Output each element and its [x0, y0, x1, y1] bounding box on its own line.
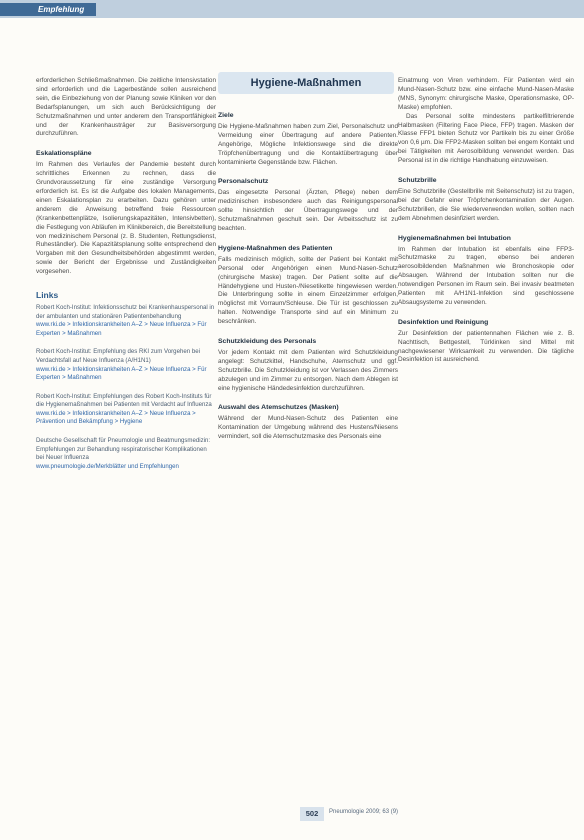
journal-citation: Pneumologie 2009; 63 (9)	[329, 809, 399, 815]
paragraph: Zur Desinfektion der patientennahen Flächen wie z. B. Nachttisch, Bettgestell, Türklinken sind Mittel mit nachgewiesener Wirksamkeit zu verwenden. Die tägliche Desinfektion ist ausreichend.	[398, 329, 574, 364]
section-tag: Empfehlung	[0, 3, 96, 16]
subheading-respiratory-masks: Auswahl des Atemschutzes (Masken)	[218, 404, 339, 412]
paragraph: Im Rahmen der Intubation ist ebenfalls eine FFP3-Schutzmaske zu tragen, ebenso bei anderen aerosolbildenden Maßnahmen wie Bronchoskopie oder Absaugen. Während der Intubation sollten nur die notwendigen Personen im Raum sein. Bei invasiv beatmeten Patienten mit A/H1N1-Infektion sind geschlossene Absaugsysteme zu verwenden.	[398, 245, 574, 306]
paragraph: Einatmung von Viren verhindern. Für Patienten wird ein Mund-Nasen-Schutz bzw. eine einfache Mund-Nasen-Maske (MNS, Synonym: chirurgische Maske, Operationsmaske, OP-Maske) empfohlen.	[398, 77, 574, 111]
link-entry	[36, 304, 216, 338]
paragraph: Vor jedem Kontakt mit dem Patienten wird Schutzkleidung angelegt: Schutzkittel, Handschuhe, Atemschutz und ggf. Schutzbrille. Die Schutzkleidung ist vor Verlassen des Zimmers abzulegen und im Zimmer zu entsorgen. Nach dem Ablegen ist eine hygienische Händedesinfektion durchzuführen.	[218, 348, 398, 392]
subheading-staff-protection: Personalschutz	[218, 178, 269, 186]
link-url[interactable]: www.rki.de > Infektionskrankheiten A–Z > Neue Influenza > Für Experten > Maßnahmen	[36, 365, 207, 382]
column-left	[36, 77, 216, 481]
column-right	[398, 77, 574, 365]
subheading-intubation: Hygienemaßnahmen bei Intubation	[398, 234, 511, 242]
section-header-bar	[0, 0, 584, 18]
paragraph: erforderlichen Schließmaßnahmen. Die zeitliche Intensivstation sind erforderlich und die Lagerbestände sollen ausreichend sein, die Einbeziehung von der Planung sowie Kliniken vor den Bedarfsplanungen, um sich auch Berücksichtigung der Schutzmaßnahmen und unter anderem den Transportfähigkeit und der Krankenhausträger zur Basisversorgung durchzuführen.	[36, 77, 216, 138]
article-title: Hygiene-Maßnahmen	[250, 77, 362, 89]
subheading-goggles: Schutzbrille	[398, 177, 437, 185]
link-description: Deutsche Gesellschaft für Pneumologie und Beatmungsmedizin: Empfehlungen zur Behandlung respiratorischer Komplikationen bei Neuer Influenza	[36, 437, 211, 462]
paragraph: Das eingesetzte Personal (Ärzten, Pflege) neben dem medizinischen insbesondere auch das Reinigungspersonal sollte hinsichtlich der Übertragungswege und der Schutzmaßnahmen geschult sein. Der Arbeitsschutz ist zu beachten.	[218, 189, 398, 232]
subheading-protective-clothing: Schutzkleidung des Personals	[218, 338, 317, 346]
link-url[interactable]: www.pneumologie.de/Merkblätter und Empfehlungen	[36, 462, 179, 470]
link-description: Robert Koch-Institut: Empfehlungen des Robert Koch-Instituts für die Hygienemaßnahmen bei Patienten mit Verdacht auf Influenza	[36, 392, 212, 409]
link-url[interactable]: www.rki.de > Infektionskrankheiten A–Z > Neue Influenza > Prävention und Bekämpfung > Hygiene	[36, 409, 196, 426]
link-url[interactable]: www.rki.de > Infektionskrankheiten A–Z > Neue Influenza > Für Experten > Maßnahmen	[36, 321, 207, 337]
column-middle	[218, 112, 398, 442]
paragraph: Im Rahmen des Verlaufes der Pandemie besteht durch schrittliches Erkennen zu rechnen, dass die Grundvoraussetzung für eine zuständige Versorgung erforderlich ist. Es ist die Aufgabe des lokalen Managements, einen Eskalationsplan zu erarbeiten. Dazu gehören unter anderem die Anweisung betreffend freie Ressourcen (Krankenbettenplätze, Isolierungskapazitäten, Intensivbetten), die Festlegung von Abläufen im Klinikbereich, die Bereitstellung von medizinischem Personal (z. B. Studenten, Rettungsdienst, Ruheständler). Die Kapazitätsplanung sollte entsprechend den Vorgaben mit den Gesundheitsbehörden abgestimmt werden, sowie der Bericht der Ergebnisse und Zuständigkeiten vorgesehen.	[36, 161, 216, 276]
paragraph: Falls medizinisch möglich, sollte der Patient bei Kontakt mit Personal oder Angehörigen einen Mund-Nasen-Schutz (chirurgische Maske) tragen. Der Patient sollte auf die Händehygiene und Husten-/Niesetikette hingewiesen werden. Die Unterbringung sollte in einem Einzelzimmer erfolgen, möglichst mit Vorraum/Schleuse. Die Tür ist geschlossen zu halten. Notwendige Transporte sind auf ein Minimum zu beschränken.	[218, 255, 398, 326]
link-description: Robert Koch-Institut: Empfehlung des RKI zum Vorgehen bei Verdachtsfall auf Neue Influenza (A/H1N1)	[36, 348, 200, 364]
article-heading-box	[218, 72, 394, 94]
paragraph: Die Hygiene-Maßnahmen haben zum Ziel, Personalschutz und Vermeidung einer Übertragung auf andere Patienten. Angehörige, Mögliche Infektionswege sind die direkte Tröpfchenübertragung und die Kontaktübertragung über kontaminierte Gegenstände bzw. Flächen.	[218, 122, 398, 166]
link-entry	[36, 437, 216, 471]
paragraph: Eine Schutzbrille (Gestellbrille mit Seitenschutz) ist zu tragen, bei der Gefahr einer Tröpfchenkontamination der Augen. Schutzbrillen, die Sie wiederverwenden wollen, sollten nach dem Abnehmen desinfiziert werden.	[398, 187, 574, 222]
subheading-disinfection: Desinfektion und Reinigung	[398, 318, 489, 326]
links-heading: Links	[36, 290, 59, 301]
link-entry	[36, 348, 216, 382]
paragraph: Das Personal sollte mindestens partikelfiltrierende Halbmasken (Filtering Face Piece, FFP) tragen. Masken der Klasse FFP1 bieten Schutz vor Partikeln bis zu einer Größe von 0,6 µm. Die FFP2-Masken sollten bei engem Kontakt und bei Tätigkeiten mit Aerosolbildung verwendet werden. Das Personal ist in die richtige Handhabung einzuweisen.	[398, 112, 574, 165]
paragraph: Während der Mund-Nasen-Schutz des Patienten eine Kontamination der Umgebung während des Hustens/Niesens vermindert, soll die Atemschutzmaske des Personals eine	[218, 415, 398, 441]
subheading-goals: Ziele	[218, 112, 234, 119]
subheading-escalation: Eskalationspläne	[36, 150, 92, 158]
link-entry	[36, 393, 216, 427]
page-footer	[0, 800, 584, 830]
link-description: Robert Koch-Institut: Infektionsschutz bei Krankenhauspersonal in der ambulanten und stationären Patientenbehandlung	[36, 303, 215, 320]
page-number: 502	[300, 807, 324, 821]
subheading-patient-measures: Hygiene-Maßnahmen des Patienten	[218, 244, 333, 252]
